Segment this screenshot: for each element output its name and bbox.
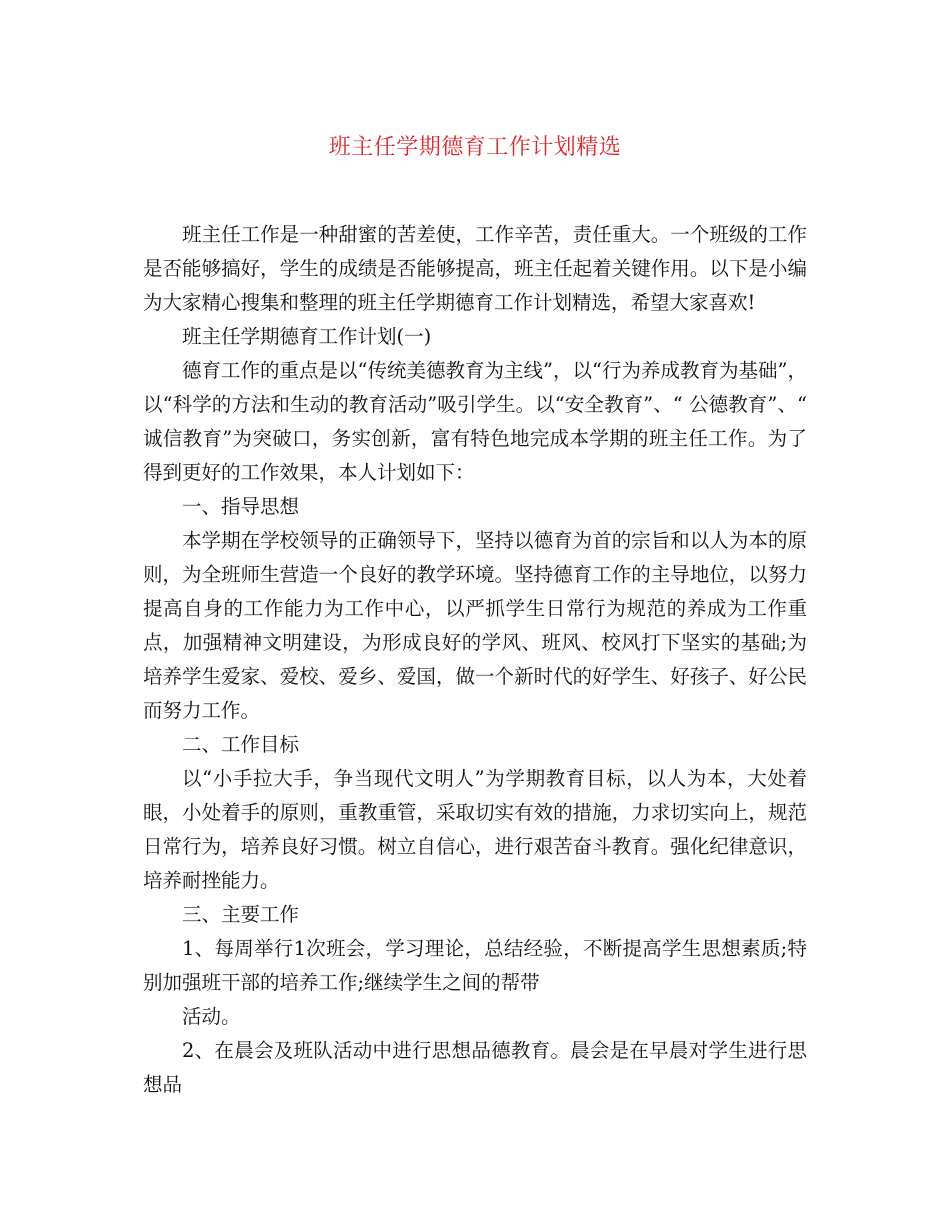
focus-paragraph: 德育工作的重点是以“传统美德教育为主线”，以“行为养成教育为基础”，以“科学的方法和生动的教育活动”吸引学生。以“安全教育”、“ 公德教育”、“ 诚信教育”为突破口，务实创新，富有特色地完成本学期的班主任工作。为了得到更好的工作效果，本人计划如下： (143, 359, 807, 484)
section-heading-guiding-ideology: 一、指导思想 (182, 495, 300, 518)
guiding-ideology-paragraph: 本学期在学校领导的正确领导下，坚持以德育为首的宗旨和以人为本的原则，为全班师生营造一个良好的教学环境。坚持德育工作的主导地位，以努力提高自身的工作能力为工作中心，以严抓学生日常行为规范的养成为工作重点，加强精神文明建设，为形成良好的学风、班风、校风打下坚实的基础;为培养学生爱家、爱校、爱乡、爱国，做一个新时代的好学生、好孩子、好公民而努力工作。 (143, 529, 807, 722)
document-body (143, 218, 807, 1102)
main-work-item-2: 2、在晨会及班队活动中进行思想品德教育。晨会是在早晨对学生进行思想品 (143, 1039, 807, 1096)
document-title: 班主任学期德育工作计划精选 (328, 135, 622, 160)
work-goals-paragraph: 以“小手拉大手，争当现代文明人”为学期教育目标，以人为本，大处着眼，小处着手的原则，重教重管，采取切实有效的措施，力求切实向上，规范日常行为，培养良好习惯。树立自信心，进行艰苦奋斗教育。强化纪律意识，培养耐挫能力。 (143, 767, 807, 892)
main-work-item-1: 1、每周举行1次班会，学习理论，总结经验，不断提高学生思想素质;特别加强班干部的培养工作;继续学生之间的帮带 (143, 937, 807, 994)
section-heading-work-goals: 二、工作目标 (182, 733, 300, 756)
plan-heading: 班主任学期德育工作计划(一) (182, 325, 432, 348)
intro-paragraph: 班主任工作是一种甜蜜的苦差使，工作辛苦，责任重大。一个班级的工作是否能够搞好，学生的成绩是否能够提高，班主任起着关键作用。以下是小编为大家精心搜集和整理的班主任学期德育工作计划精选，希望大家喜欢! (143, 223, 807, 314)
section-heading-main-work: 三、主要工作 (182, 903, 300, 926)
main-work-item-1-continued: 活动。 (182, 1005, 241, 1028)
